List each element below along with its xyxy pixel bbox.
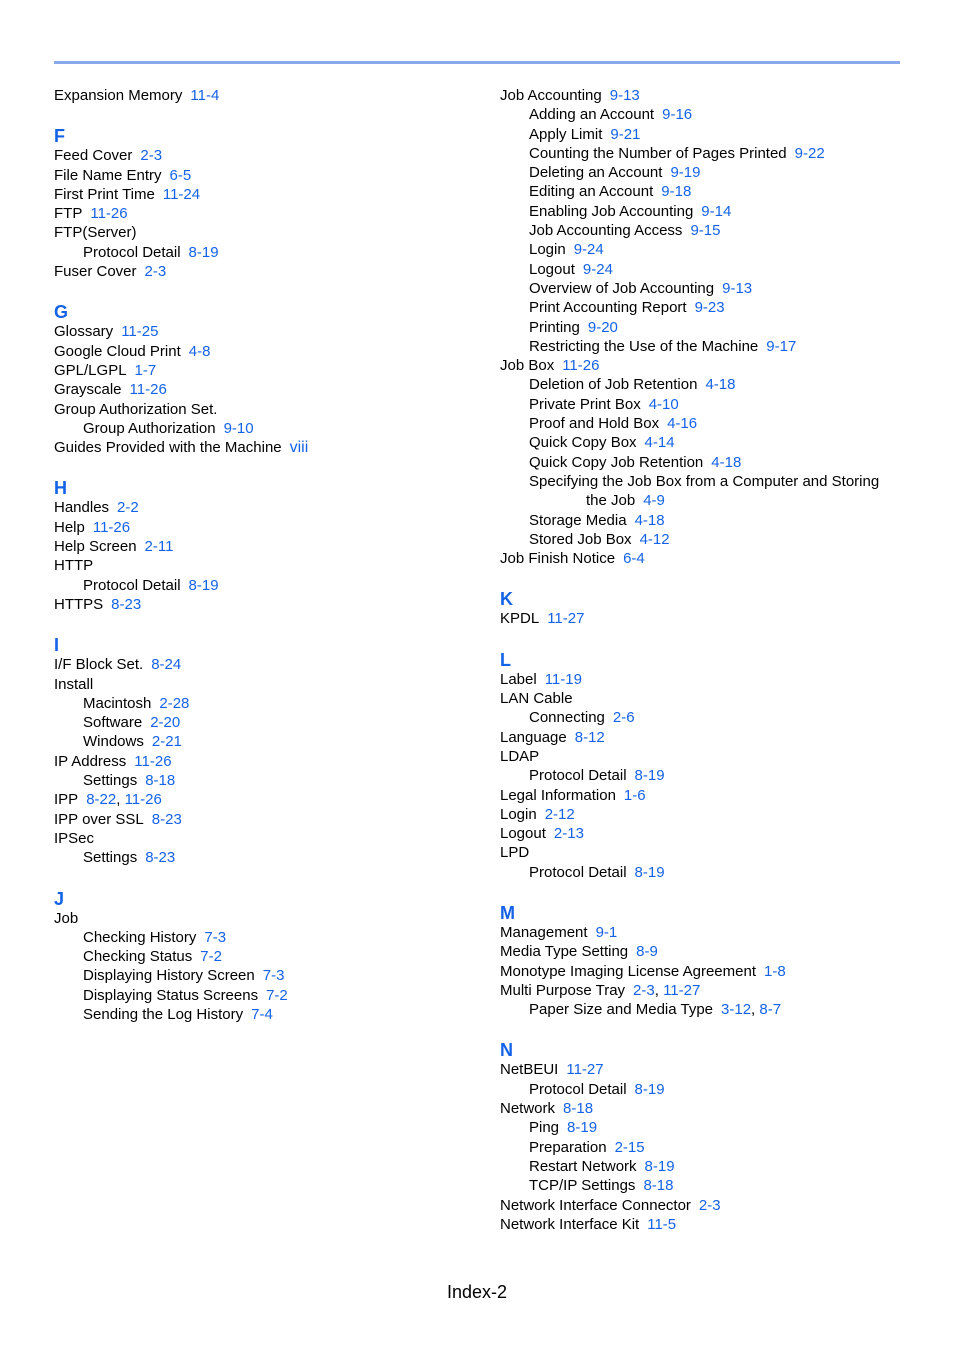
- index-subentry: Storage Media 4-18: [529, 511, 665, 529]
- index-subentry: Connecting 2-6: [529, 709, 635, 727]
- index-subentry: Preparation 2-15: [529, 1138, 645, 1156]
- page-link[interactable]: 2-3: [144, 263, 167, 281]
- page-link[interactable]: 8-18: [563, 1100, 594, 1118]
- page-link[interactable]: 11-26: [90, 205, 128, 223]
- index-subentry: Macintosh 2-28: [83, 694, 190, 712]
- page-link[interactable]: 8-19: [567, 1119, 598, 1137]
- page-link[interactable]: 11-25: [121, 323, 159, 341]
- index-subentry: Paper Size and Media Type 3-12, 8-7: [529, 1001, 782, 1019]
- page-link[interactable]: 9-22: [794, 144, 825, 162]
- page-link[interactable]: 7-2: [266, 986, 288, 1004]
- page-link[interactable]: 9-18: [661, 183, 692, 201]
- page-link[interactable]: 4-18: [705, 376, 736, 394]
- page-link[interactable]: 4-8: [188, 342, 211, 360]
- index-entry: HTTP: [54, 557, 94, 575]
- index-entry: IPP 8-22, 11-26: [54, 791, 162, 809]
- section-letter-n: N: [500, 1040, 513, 1061]
- index-entry: HTTPS 8-23: [54, 595, 142, 613]
- index-subentry: Windows 2-21: [83, 733, 182, 751]
- index-entry: IPSec: [54, 829, 95, 847]
- page-link[interactable]: 8-9: [636, 943, 658, 961]
- index-subentry: Overview of Job Accounting 9-13: [529, 279, 753, 297]
- page-link[interactable]: 4-9: [643, 492, 665, 510]
- index-entry: FTP(Server): [54, 224, 137, 242]
- page-link[interactable]: 11-26: [129, 381, 167, 399]
- index-column-right: [500, 86, 910, 1234]
- index-entry: Monotype Imaging License Agreement 1-8: [500, 962, 786, 980]
- index-column-left: [54, 86, 494, 1024]
- page-link[interactable]: 4-16: [667, 415, 698, 433]
- index-entry: Google Cloud Print 4-8: [54, 342, 211, 360]
- page-link[interactable]: 11-26: [562, 357, 600, 375]
- index-entry: Job Finish Notice 6-4: [500, 550, 645, 568]
- index-subentry: Stored Job Box 4-12: [529, 530, 670, 548]
- index-entry: Feed Cover 2-3: [54, 147, 163, 165]
- page-link[interactable]: 4-10: [648, 395, 679, 413]
- index-entry: Network 8-18: [500, 1100, 594, 1118]
- page-link[interactable]: 9-1: [595, 923, 618, 941]
- index-entry: Multi Purpose Tray 2-3, 11-27: [500, 981, 701, 999]
- page-link[interactable]: 8-23: [151, 810, 182, 828]
- index-subentry: Editing an Account 9-18: [529, 183, 692, 201]
- page-link[interactable]: 8-19: [644, 1157, 675, 1175]
- page-link[interactable]: 2-28: [159, 694, 190, 712]
- page-link[interactable]: 11-5: [647, 1215, 677, 1233]
- index-entry: Glossary 11-25: [54, 323, 159, 341]
- section-letter-g: G: [54, 302, 69, 323]
- page-link[interactable]: 9-19: [670, 164, 701, 182]
- index-subentry: Counting the Number of Pages Printed 9-22: [529, 144, 825, 162]
- page-link[interactable]: 2-6: [612, 709, 635, 727]
- index-subentry: Group Authorization 9-10: [83, 419, 254, 437]
- index-subentry: Ping 8-19: [529, 1119, 598, 1137]
- page-link[interactable]: 8-19: [634, 863, 665, 881]
- page-link[interactable]: 4-18: [711, 453, 742, 471]
- section-letter-h: H: [54, 478, 67, 499]
- index-entry: KPDL 11-27: [500, 610, 585, 628]
- page-link[interactable]: 8-19: [188, 576, 219, 594]
- page-link[interactable]: 6-5: [169, 166, 192, 184]
- index-entry: IP Address 11-26: [54, 752, 172, 770]
- page-link[interactable]: 8-23: [145, 849, 176, 867]
- page-link[interactable]: 9-23: [694, 299, 725, 317]
- index-entry: Language 8-12: [500, 728, 605, 746]
- page-link[interactable]: 11-19: [544, 670, 582, 688]
- index-subentry: Adding an Account 9-16: [529, 106, 693, 124]
- index-subentry: Print Accounting Report 9-23: [529, 299, 725, 317]
- index-entry: Grayscale 11-26: [54, 381, 167, 399]
- index-subentry: Sending the Log History 7-4: [83, 1005, 273, 1023]
- index-entry: Job: [54, 909, 79, 927]
- index-entry: Group Authorization Set.: [54, 400, 218, 418]
- page-link[interactable]: 9-15: [690, 222, 721, 240]
- index-entry: NetBEUI 11-27: [500, 1061, 604, 1079]
- page-link[interactable]: viii: [289, 439, 309, 457]
- page-link[interactable]: 9-17: [766, 337, 797, 355]
- page-link[interactable]: 1-6: [623, 786, 646, 804]
- index-subentry: Job Accounting Access 9-15: [529, 222, 721, 240]
- index-subentry: Specifying the Job Box from a Computer and Storing the Job 4-9: [529, 472, 880, 510]
- page-link[interactable]: 8-19: [634, 767, 665, 785]
- page-link[interactable]: 9-24: [573, 241, 604, 259]
- page-link[interactable]: 4-12: [639, 530, 670, 548]
- index-subentry: Private Print Box 4-10: [529, 395, 679, 413]
- page-link[interactable]: 9-13: [722, 279, 753, 297]
- index-entry: Help 11-26: [54, 518, 131, 536]
- index-entry: First Print Time 11-24: [54, 185, 201, 203]
- index-subentry: Deletion of Job Retention 4-18: [529, 376, 736, 394]
- index-subentry: Software 2-20: [83, 714, 181, 732]
- index-entry: Help Screen 2-11: [54, 538, 174, 556]
- page-link[interactable]: 2-11: [144, 538, 174, 556]
- page-link[interactable]: 9-10: [223, 419, 254, 437]
- index-entry: Fuser Cover 2-3: [54, 263, 167, 281]
- page-link[interactable]: 9-24: [582, 260, 613, 278]
- page-link[interactable]: 2-13: [553, 825, 584, 843]
- page-link[interactable]: 11-27: [566, 1061, 604, 1079]
- page-link[interactable]: 8-7: [759, 1001, 782, 1019]
- index-entry: FTP 11-26: [54, 205, 128, 223]
- section-letter-j: J: [54, 888, 65, 909]
- index-entry: Expansion Memory 11-4: [54, 87, 220, 104]
- index-subentry: Enabling Job Accounting 9-14: [529, 202, 732, 220]
- index-entry: File Name Entry 6-5: [54, 166, 192, 184]
- index-subentry: Printing 9-20: [529, 318, 618, 336]
- page-link[interactable]: 9-20: [587, 318, 618, 336]
- page-link[interactable]: 11-24: [162, 185, 201, 203]
- index-subentry: Restricting the Use of the Machine 9-17: [529, 337, 797, 355]
- index-subentry: Protocol Detail 8-19: [83, 243, 219, 261]
- page-link[interactable]: 11-27: [547, 610, 585, 628]
- page-link[interactable]: 2-3: [633, 981, 655, 999]
- page-link[interactable]: 8-18: [643, 1177, 674, 1195]
- index-subentry: Quick Copy Job Retention 4-18: [529, 453, 742, 471]
- index-entry: Job Box 11-26: [500, 357, 600, 375]
- index-entry: Management 9-1: [500, 923, 618, 941]
- index-subentry: Login 9-24: [529, 241, 604, 259]
- page-link[interactable]: 2-3: [698, 1196, 721, 1214]
- index-entry: Guides Provided with the Machine viii: [54, 439, 309, 457]
- page-link[interactable]: 9-13: [609, 87, 640, 104]
- index-subentry: Quick Copy Box 4-14: [529, 434, 675, 452]
- page-link[interactable]: 9-16: [662, 106, 693, 124]
- index-subentry: Deleting an Account 9-19: [529, 164, 701, 182]
- header-rule: [54, 61, 900, 64]
- index-entry: LPD: [500, 844, 530, 862]
- page-link[interactable]: 8-23: [111, 595, 142, 613]
- index-entry: Media Type Setting 8-9: [500, 943, 658, 961]
- index-entry: Login 2-12: [500, 805, 575, 823]
- index-subentry: Restart Network 8-19: [529, 1157, 675, 1175]
- index-entry: I/F Block Set. 8-24: [54, 656, 182, 674]
- index-entry: Legal Information 1-6: [500, 786, 646, 804]
- page-link[interactable]: 7-3: [204, 928, 227, 946]
- page-link[interactable]: 7-2: [200, 948, 222, 966]
- section-letter-m: M: [500, 902, 515, 923]
- section-letter-k: K: [500, 589, 513, 610]
- page-link[interactable]: 2-15: [614, 1138, 645, 1156]
- page-link[interactable]: 11-26: [124, 791, 162, 809]
- index-subentry: Protocol Detail 8-19: [83, 576, 219, 594]
- page-link[interactable]: 11-4: [190, 87, 220, 104]
- page-link[interactable]: 2-2: [117, 499, 139, 517]
- index-subentry: TCP/IP Settings 8-18: [529, 1177, 674, 1195]
- page-link[interactable]: 2-3: [140, 147, 163, 165]
- index-subentry: Settings 8-18: [83, 772, 176, 790]
- index-entry: Logout 2-13: [500, 825, 584, 843]
- section-letter-l: L: [500, 649, 511, 670]
- index-entry: Handles 2-2: [54, 499, 139, 517]
- page-link[interactable]: 8-24: [151, 656, 182, 674]
- index-entry: Network Interface Connector 2-3: [500, 1196, 721, 1214]
- index-subentry: Apply Limit 9-21: [529, 125, 641, 143]
- index-subentry: Protocol Detail 8-19: [529, 767, 665, 785]
- page-link[interactable]: 7-4: [251, 1005, 273, 1023]
- index-entry: Label 11-19: [500, 670, 582, 688]
- section-letter-f: F: [54, 126, 65, 147]
- index-subentry: Proof and Hold Box 4-16: [529, 415, 698, 433]
- page-link[interactable]: 8-19: [634, 1080, 665, 1098]
- index-subentry: Logout 9-24: [529, 260, 613, 278]
- index-entry: IPP over SSL 8-23: [54, 810, 182, 828]
- page-link[interactable]: 1-8: [764, 962, 786, 980]
- index-entry: LAN Cable: [500, 690, 573, 708]
- page-link[interactable]: 1-7: [134, 361, 157, 379]
- index-subentry: Settings 8-23: [83, 849, 176, 867]
- index-entry: Job Accounting 9-13: [500, 87, 640, 104]
- index-entry: Network Interface Kit 11-5: [500, 1215, 677, 1233]
- page-link[interactable]: 2-20: [150, 714, 181, 732]
- page-link[interactable]: 11-26: [134, 752, 172, 770]
- page-link[interactable]: 11-27: [663, 981, 701, 999]
- index-subentry: Checking Status 7-2: [83, 948, 222, 966]
- index-entry: LDAP: [500, 747, 540, 765]
- index-entry: Install: [54, 675, 94, 693]
- index-subentry: Displaying Status Screens 7-2: [83, 986, 288, 1004]
- page-link[interactable]: 2-12: [544, 805, 575, 823]
- page-number: Index-2: [446, 1282, 508, 1302]
- page-link[interactable]: 9-21: [610, 125, 641, 143]
- page-link[interactable]: 8-12: [574, 728, 605, 746]
- page-link[interactable]: 2-21: [151, 733, 182, 751]
- page-link[interactable]: 11-26: [92, 518, 131, 536]
- index-subentry: Checking History 7-3: [83, 928, 227, 946]
- page-link[interactable]: 9-14: [701, 202, 732, 220]
- page-link[interactable]: 8-22: [86, 791, 117, 809]
- page-link[interactable]: 7-3: [262, 967, 285, 985]
- index-subentry: Protocol Detail 8-19: [529, 1080, 665, 1098]
- page-link[interactable]: 8-18: [145, 772, 176, 790]
- page-link[interactable]: 8-19: [188, 243, 219, 261]
- index-entry: GPL/LGPL 1-7: [54, 361, 157, 379]
- page-link[interactable]: 4-14: [644, 434, 675, 452]
- section-letter-i: I: [54, 635, 60, 656]
- page-link[interactable]: 3-12: [721, 1001, 752, 1019]
- index-subentry: Displaying History Screen 7-3: [83, 967, 285, 985]
- page-link[interactable]: 6-4: [623, 550, 645, 568]
- page-link[interactable]: 4-18: [634, 511, 665, 529]
- index-subentry: Protocol Detail 8-19: [529, 863, 665, 881]
